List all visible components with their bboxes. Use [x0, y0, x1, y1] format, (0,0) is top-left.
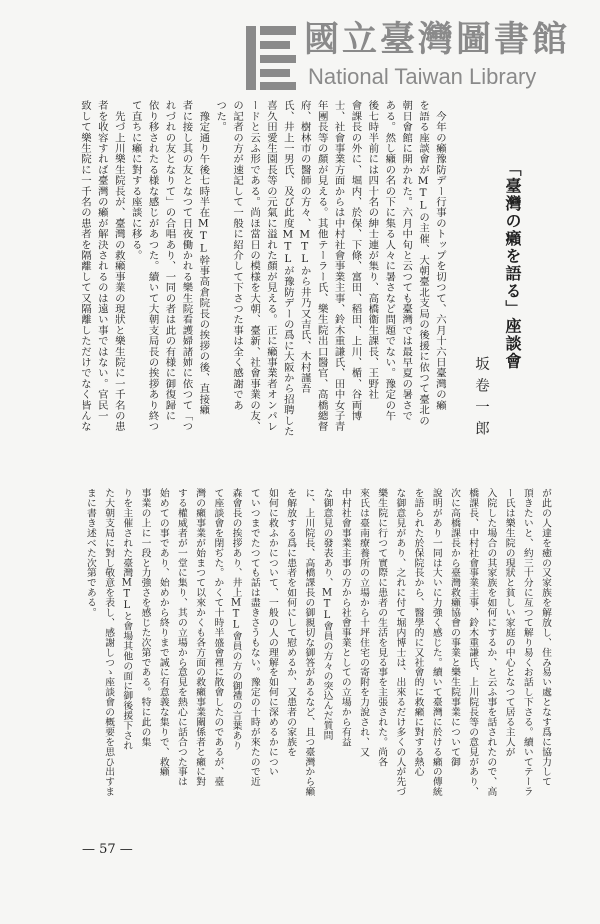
text-block-upper	[76, 100, 448, 444]
page-number: — 57 —	[82, 842, 133, 857]
text-column: 如何に救ふかについて、一般の人の理解を如何に深めるかについ	[266, 488, 278, 777]
text-column: 森會長の挨拶あり、井上MTL會員の方の御禮の言葉あり	[230, 488, 242, 751]
text-column: 次に高橋課長から臺灣救癩協會の事業と樂生院事業について御	[448, 488, 460, 767]
library-name-english: National Taiwan Library	[308, 64, 537, 89]
text-column: 樂生院に行つて實際に患者の生活を見る事を主張された。尚各	[376, 488, 388, 767]
library-emblem-icon	[244, 22, 300, 94]
text-column: つた。	[214, 100, 227, 133]
text-column: を語る座談會がMTLの主催、大朝臺北支局の後援に依つて臺北の	[417, 100, 430, 426]
text-column: 士、社會事業方面からは中村社會事業主事、鈴木重謙氏、田中女子青	[332, 100, 345, 432]
text-column: の記者の方が速記して一般に紹介して下さつた事は全く感謝であ	[231, 100, 244, 411]
text-column: な御意見の發表あり、MTL會員の方々の突込んだ質問	[321, 488, 333, 741]
text-column: 者に接し其の友となつて日夜働かれる樂生院看護婦諸姉に依つて「つ	[180, 100, 193, 432]
text-column: た大朝支局に對し敬意を表し、感謝しつゝ座談會の概要を思ひ出すま	[103, 488, 115, 797]
library-watermark-logo	[244, 18, 594, 98]
text-column: ー氏は樂生院の現狀と貧しい家庭の中心となつて居る主人が	[503, 488, 515, 757]
text-column: 入院した場合の其家族を如何にするか、と云ふ事を話されたので、高	[485, 488, 497, 797]
text-column: りを主催された臺灣MTLと會場其他の面に御後援下され	[121, 488, 133, 751]
text-block-lower	[80, 488, 554, 802]
text-column: 始めての事であり、始めから終りまで誠に有意義な集りで、救癩	[157, 488, 169, 777]
text-column: て座談會を閉ぢた。かくて十時半盛會裡に散會したのであるが、臺	[212, 488, 224, 787]
text-column: な御意見があり、之れに付て堀内博士は、出來るだけ多くの人が先づ	[394, 488, 406, 797]
text-column: 朝日會館に開かれた。六月中旬と云つても臺灣では最早夏の暑さで	[400, 100, 413, 421]
text-column: まに書き述べた次第である。	[84, 488, 96, 618]
text-column: 後七時半前には四十名の紳士連が集り、高橋衞生課長、王野社	[366, 100, 379, 400]
text-column: 府、樹林市の醫師の方々、MTLから井乃又吉氏、木村謹吾	[298, 100, 311, 394]
text-column: 氏、井上一男氏、及び此度MTLが豫防デーの爲に大阪から招聘した	[281, 100, 294, 437]
text-column: 依り移されたる様な感じがあつた。續いて大朝支局長の挨拶あり終つ	[146, 100, 159, 432]
text-column: ードと云ふ形である。尚ほ當日の模様を大朝、臺新、社會事業の友、	[248, 100, 261, 432]
library-name-chinese: 國立臺灣圖書館	[304, 20, 571, 60]
article-author: 坂卷一郎	[473, 356, 489, 442]
text-column: れづれの友となりて」の合唱あり、一同の者は此の有様に御復歸に	[163, 100, 176, 421]
text-column: 頂きたいと、約三十分に亙つて解り易くお話し下さる。續いてテーラ	[521, 488, 533, 797]
text-column: 致して樂生院に一千名の患者を隔離して又隔離しただけでなく皆んな	[78, 100, 91, 432]
text-column: 喜久田愛生園長等の元氣に溢れた顏が見える。正に癩事業者オンパレ	[264, 100, 277, 432]
article-title: 「臺灣の癩を語る」座談會	[503, 160, 522, 370]
text-column: ある。然し癩の名の下に集る人々に暑さなど問題でない。豫定の午	[383, 100, 396, 421]
text-column: 灣の癩事業が始まつて以來かくも各方面の救癩事業關係者と癩に對	[194, 488, 206, 787]
text-column: を語られた於保院長から、醫學的に又社會的に救癩に對する熱心	[412, 488, 424, 777]
text-column: 來氏は臺南療養所の立場から十坪住宅の寄附を力說され、又	[357, 488, 369, 757]
text-column: する權威者が一堂に集り、其の立場から意見を熱心に話合つた事は	[175, 488, 187, 787]
text-column: ていつまでたつても話は盡きさうもない。豫定の十時が來たので近	[248, 488, 260, 787]
text-column: 中村社會事業主事の方から社會事業としての立場から有益	[339, 488, 351, 747]
text-column: 者を收容すれば臺灣の癩が解決されるのは遠い事ではない。官民一	[95, 100, 108, 421]
text-column: 今年の癩豫防デー行事のトップを切つて、六月十六日臺灣の癩	[434, 100, 446, 411]
text-column: 說明があり一同は大いに力強く感じた。續いて臺灣に於ける癩の傳統	[430, 488, 442, 797]
text-column: に、上川院長、高橋課長の御親切な御答があるなど、且つ臺灣から癩	[303, 488, 315, 797]
text-column: 橋課長、中村社會事業主事、鈴木重謙氏、上川院長等の意見があり、	[467, 488, 479, 797]
text-column: が此の人達を癒の又家族を解放し、住み易い處となす爲に協力して	[540, 488, 551, 787]
text-column: を解放する爲に患者を如何にして慰めるか、又患者の家族を	[285, 488, 297, 757]
text-column: 豫定通り午後七時半在MTL幹事高倉院長の挨拶の後、直接癩	[197, 100, 210, 416]
text-column: て直ちに癩に對する座談に移る。	[129, 100, 142, 261]
text-column: 年團長等の顏が見える。其他テーラー氏、樂生院出口醫官、高橋總督	[315, 100, 328, 432]
text-column: 會課長の外に、堀内、於保、下條、富田、稻田、上川、楯、谷両博	[349, 100, 362, 421]
text-column: 先づ上川樂生院長が、臺灣の救癩事業の現狀と樂生院に一千名の患	[112, 100, 125, 432]
text-column: 事業の上に一段と力強さを感じた次第である。特に此の集	[139, 488, 151, 747]
